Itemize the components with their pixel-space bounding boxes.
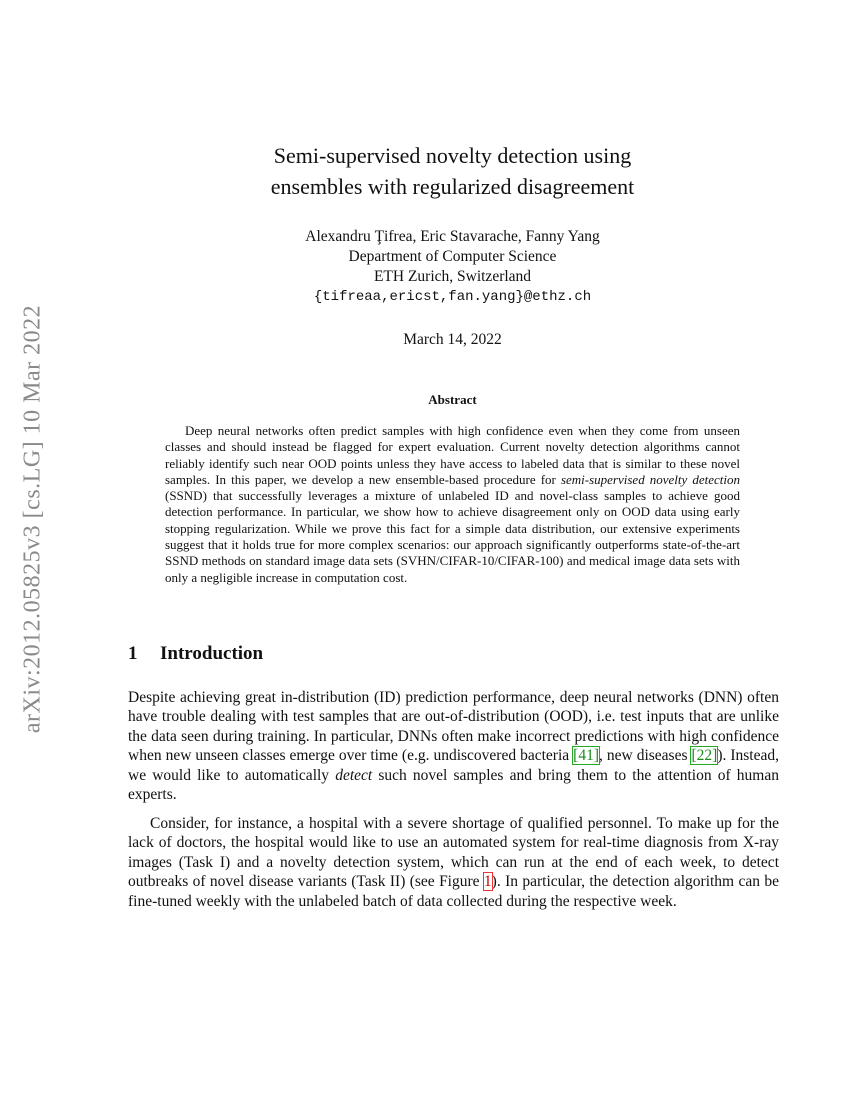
intro-p2-text-1: Consider, for instance, a hospital with a severe shortage of qualified personnel. To make up for the lack of doctors, the hospital would like to use an automated system for real-time diagnosis from X-ray images (Task I) and a novelty detection system, which can run at the end of each week, to detect outbreaks of novel disease variants (Task II) (see Figure (128, 815, 779, 891)
abstract-text-2: (SSND) that successfully leverages a mixture of unlabeled ID and novel-class samples to achieve good detection performance. In particular, we show how to achieve disagreement only on OOD data using early stopping regularization. While we prove this fact for a simple data distribution, our extensive experiments suggest that it holds true for more complex scenarios: our approach significantly outperforms state-of-the-art SSND methods on standard image data sets (SVHN/CIFAR-10/CIFAR-100) and medical image data sets with only a negligible increase in computation cost. (165, 488, 740, 585)
section-heading-introduction (128, 643, 263, 665)
intro-p1-text-1: Despite achieving great in-distribution (ID) prediction performance, deep neural networks (DNN) often have trouble dealing with test samples that are out-of-distribution (OOD), i.e. test inputs that are unlike the data seen during training. In particular, DNNs often make incorrect predictions with high confidence when new unseen classes emerge over time (e.g. undiscovered bacteria (128, 689, 779, 765)
arxiv-identifier[interactable]: arXiv:2012.05825v3 [cs.LG] 10 Mar 2022 (19, 304, 46, 734)
arxiv-sidebar (16, 292, 50, 747)
paper-title (150, 140, 755, 202)
title-line-1: Semi-supervised novelty detection using (273, 143, 632, 168)
title-line-2: ensembles with regularized disagreement (270, 174, 635, 199)
section-title: Introduction (160, 643, 264, 664)
section-number: 1 (128, 643, 138, 664)
author-email[interactable]: {tifreaa,ericst,fan.yang}@ethz.ch (313, 289, 592, 305)
author-block (150, 227, 755, 307)
figure-ref-link[interactable]: 1 (483, 873, 492, 891)
intro-p1-text-4: such novel samples and bring them to the attention of human experts. (128, 766, 779, 804)
intro-p1-text-3: ). Instead, we would like to automatically (128, 747, 779, 784)
intro-p1-text-2: , new diseases (598, 747, 692, 765)
abstract-text-1: Deep neural networks often predict samples with high confidence even when they come from unseen classes and should instead be flagged for expert evaluation. Current novelty detection algorithms cannot reliably identify such near OOD points unless they have access to labeled data that is similar to these novel samples. In this paper, we develop a new ensemble-based procedure for (165, 423, 740, 487)
abstract-heading: Abstract (428, 392, 477, 407)
author-department: Department of Computer Science (348, 248, 557, 265)
citation-link-41[interactable]: [41] (573, 747, 599, 765)
author-affiliation: ETH Zurich, Switzerland (373, 268, 532, 285)
intro-p1-emphasis: detect (335, 766, 373, 784)
intro-p2-text-2: ). In particular, the detection algorithm can be fine-tuned weekly with the unlabeled batch of data collected during the respective week. (128, 873, 780, 910)
author-names: Alexandru Ţifrea, Eric Stavarache, Fanny Yang (305, 228, 600, 245)
abstract-body (165, 423, 740, 586)
intro-paragraph-2 (128, 814, 779, 911)
abstract-emphasis: semi-supervised novelty detection (560, 471, 741, 487)
citation-link-22[interactable]: [22] (691, 747, 718, 765)
paper-date: March 14, 2022 (403, 331, 502, 348)
intro-paragraph-1 (128, 688, 779, 804)
